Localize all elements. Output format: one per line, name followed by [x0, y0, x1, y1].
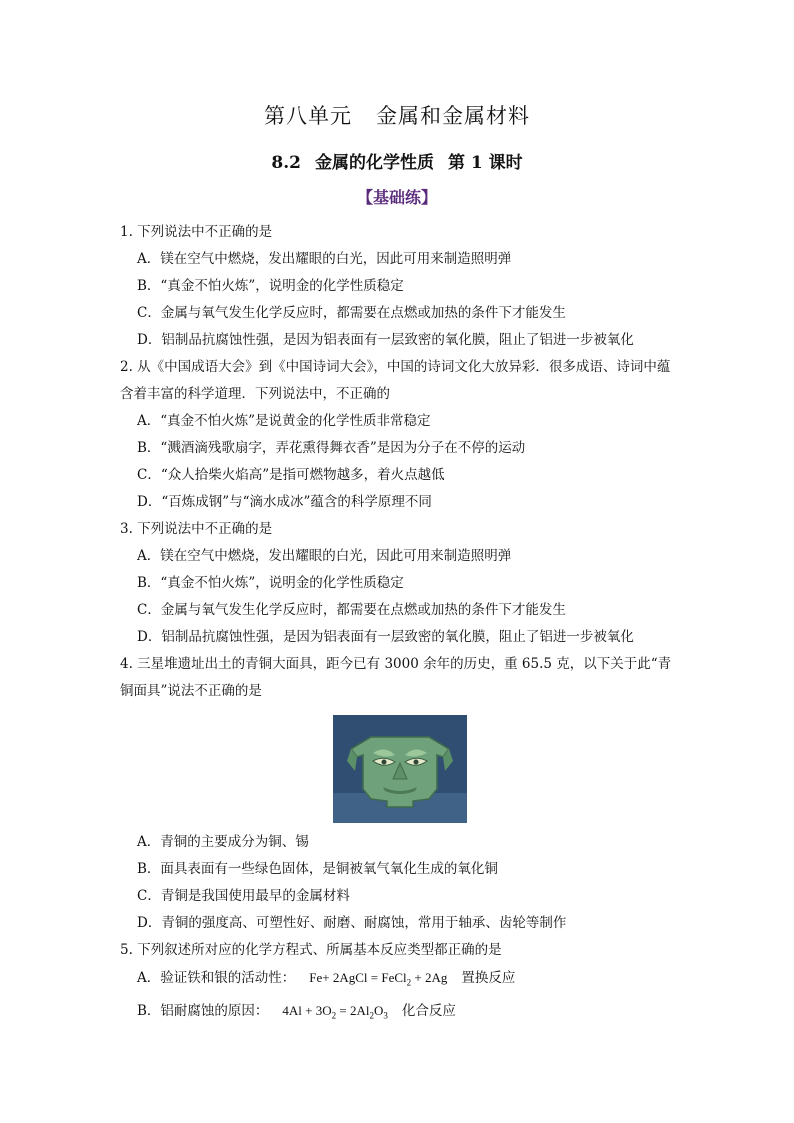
- equation-part: + 2Ag: [411, 970, 448, 985]
- option: B．“溅酒滴残歌扇字，弄花熏得舞衣香”是因为分子在不停的运动: [137, 440, 526, 456]
- reaction-type: 化合反应: [401, 1002, 456, 1019]
- chemical-equation: [282, 1002, 388, 1021]
- option: A．“真金不怕火炼”是说黄金的化学性质非常稳定: [137, 413, 431, 429]
- option: D．青铜的强度高、可塑性好、耐磨、耐腐蚀，常用于轴承、齿轮等制作: [137, 915, 567, 931]
- subtitle-text: 金属的化学性质: [314, 153, 434, 173]
- option: A．镁在空气中燃烧，发出耀眼的白光，因此可用来制造照明弹: [137, 548, 512, 564]
- figure-wrapper: [120, 715, 680, 823]
- option: [137, 964, 680, 997]
- option: B．“真金不怕火炼”，说明金的化学性质稳定: [137, 575, 404, 591]
- equation-subscript: 3: [383, 1010, 388, 1021]
- option: A．镁在空气中燃烧，发出耀眼的白光，因此可用来制造照明弹: [137, 251, 512, 267]
- question-stem: 1. 下列说法中不正确的是: [120, 224, 273, 240]
- subtitle-number: 8.2: [271, 153, 301, 173]
- option-label: A．验证铁和银的活动性：: [137, 970, 296, 986]
- option: C．金属与氧气发生化学反应时，都需要在点燃或加热的条件下才能发生: [137, 602, 566, 618]
- subtitle-lesson: 第 1 课时: [447, 153, 523, 173]
- option: D．“百炼成钢”与“滴水成冰”蕴含的科学原理不同: [137, 494, 432, 510]
- option: A．青铜的主要成分为铜、锡: [137, 834, 309, 850]
- option: D．铝制品抗腐蚀性强，是因为铝表面有一层致密的氧化膜，阻止了铝进一步被氧化: [137, 629, 634, 645]
- option: [137, 997, 680, 1030]
- equation-subscript: 2: [406, 977, 412, 988]
- lesson-subtitle: [0, 148, 794, 173]
- reaction-type: 置换反应: [461, 970, 516, 986]
- page-title: [0, 100, 794, 130]
- option: C．“众人拾柴火焰高”是指可燃物越多，着火点越低: [137, 467, 445, 483]
- question-stem: 3. 下列说法中不正确的是: [120, 521, 273, 537]
- bronze-mask-image: [333, 715, 467, 823]
- question-stem: 2. 从《中国成语大会》到《中国诗词大会》，中国的诗词文化大放异彩．很多成语、诗词中蕴含着丰富的科学道理．下列说法中，不正确的: [120, 359, 671, 402]
- question-stem: 5. 下列叙述所对应的化学方程式、所属基本反应类型都正确的是: [120, 942, 502, 958]
- option: D．铝制品抗腐蚀性强，是因为铝表面有一层致密的氧化膜，阻止了铝进一步被氧化: [137, 332, 634, 348]
- equation-part: O: [374, 1002, 384, 1018]
- option: C．青铜是我国使用最早的金属材料: [137, 888, 350, 904]
- equation-subscript: 2: [369, 1010, 374, 1021]
- equation-part: Fe+ 2AgCl = FeCl: [309, 970, 407, 985]
- equation-part: 4Al + 3O: [282, 1002, 332, 1018]
- option: B．面具表面有一些绿色固体，是铜被氧气氧化生成的氧化铜: [137, 861, 498, 877]
- title-topic: 金属和金属材料: [376, 104, 530, 128]
- chemical-equation: [309, 970, 448, 988]
- question-list: [120, 219, 680, 1029]
- option-label: B．铝耐腐蚀的原因：: [137, 1002, 269, 1019]
- option: C．金属与氧气发生化学反应时，都需要在点燃或加热的条件下才能发生: [137, 305, 566, 321]
- equation-subscript: 2: [331, 1010, 337, 1021]
- question-stem: 4. 三星堆遗址出土的青铜大面具，距今已有 3000 余年的历史，重 65.5 克，以下关于此“青铜面具”说法不正确的是: [120, 656, 672, 699]
- equation-part: = 2Al: [336, 1002, 370, 1018]
- title-unit: 第八单元: [264, 104, 352, 128]
- option: B．“真金不怕火炼”，说明金的化学性质稳定: [137, 278, 404, 294]
- section-heading: 【基础练】: [356, 188, 437, 207]
